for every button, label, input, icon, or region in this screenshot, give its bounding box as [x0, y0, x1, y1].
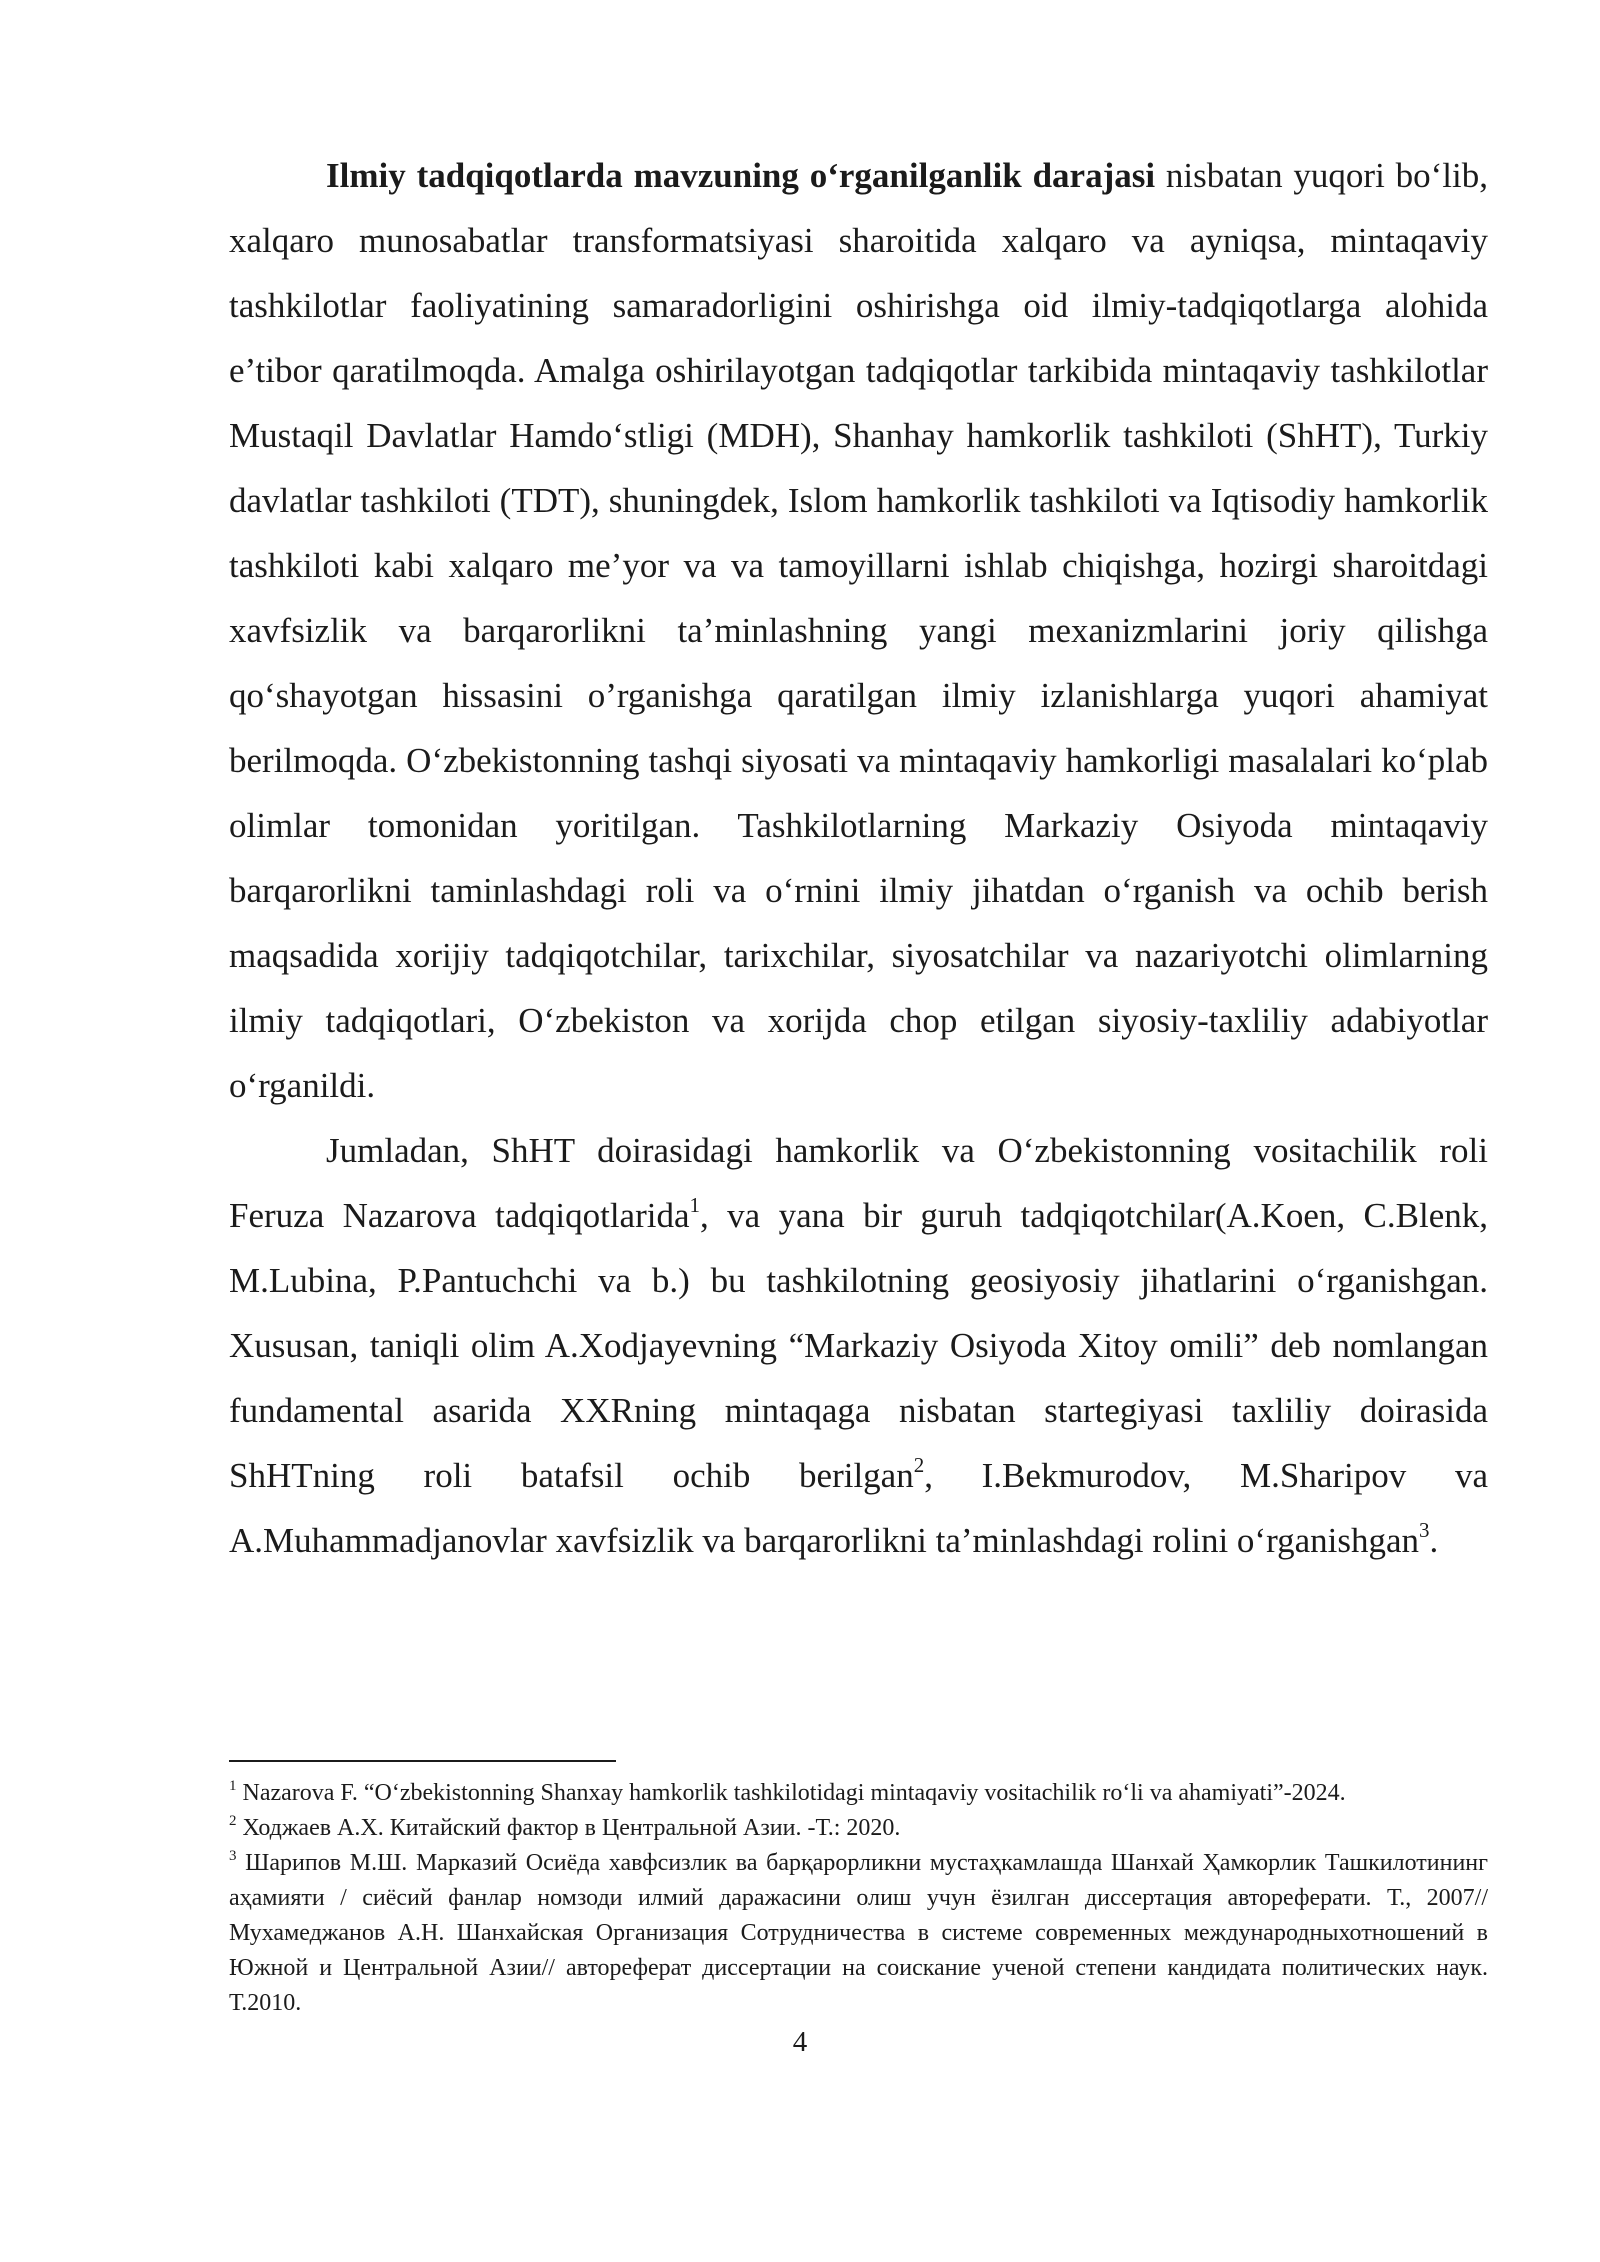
paragraph-1 — [229, 143, 1488, 1118]
footnote-ref-3[interactable]: 3 — [1419, 1518, 1430, 1543]
footnote-separator — [229, 1760, 616, 1762]
paragraph-2-text-part-3: , I.Bekmurodov, M.Sharipov va A.Muhammadjanovlar xavfsizlik va barqarorlikni ta’minlashdagi rolini o‘rganishgan — [229, 1456, 1488, 1560]
footnote-2-number: 2 — [229, 1813, 237, 1829]
footnote-ref-1[interactable]: 1 — [689, 1193, 701, 1218]
body-text — [229, 143, 1488, 1573]
paragraph-2-text-part-4: . — [1429, 1521, 1439, 1560]
footnote-3-number: 3 — [229, 1848, 237, 1864]
footnote-2-text: Ходжаев А.Х. Китайский фактор в Центральной Азии. -Т.: 2020. — [236, 1815, 901, 1841]
paragraph-2 — [229, 1118, 1488, 1573]
paragraph-2-text-part-1: Jumladan, ShHT doirasidagi hamkorlik va O‘zbekistonning vositachilik roli Feruza Nazarova tadqiqotlarida — [229, 1131, 1488, 1235]
footnotes — [229, 1776, 1488, 2021]
footnote-1-text: Nazarova F. “O‘zbekistonning Shanxay hamkorlik tashkilotidagi mintaqaviy vositachilik ro‘li va ahamiyati”-2024. — [236, 1780, 1346, 1806]
page-number: 4 — [792, 2026, 808, 2058]
footnote-1 — [229, 1776, 1488, 1811]
footnote-ref-2[interactable]: 2 — [913, 1453, 925, 1478]
footnote-1-number: 1 — [229, 1778, 237, 1794]
footnote-3 — [229, 1846, 1488, 2021]
paragraph-1-text: nisbatan yuqori bo‘lib, xalqaro munosabatlar transformatsiyasi sharoitida xalqaro va ayniqsa, mintaqaviy tashkilotlar faoliyatining samaradorligini oshirishga oid ilmiy-tadqiqotlarga alohida e’tibor qaratilmoqda. Amalga oshirilayotgan tadqiqotlar tarkibida mintaqaviy tashkilotlar Mustaqil Davlatlar Hamdo‘stligi (MDH), Shanhay hamkorlik tashkiloti (ShHT), Turkiy davlatlar tashkiloti (TDT), shuningdek, Islom hamkorlik tashkiloti va Iqtisodiy hamkorlik tashkiloti kabi xalqaro me’yor va va tamoyillarni ishlab chiqishga, hozirgi sharoitdagi xavfsizlik va barqarorlikni ta’minlashning yangi mexanizmlarini joriy qilishga qo‘shayotgan hissasini o’rganishga qaratilgan ilmiy izlanishlarga yuqori ahamiyat berilmoqda. O‘zbekistonning tashqi siyosati va mintaqaviy hamkorligi masalalari ko‘plab olimlar tomonidan yoritilgan. Tashkilotlarning Markaziy Osiyoda mintaqaviy barqarorlikni taminlashdagi roli va o‘rnini ilmiy jihatdan o‘rganish va ochib berish maqsadida xorijiy tadqiqotchilar, tarixchilar, siyosatchilar va nazariyotchi olimlarning ilmiy tadqiqotlari, O‘zbekiston va xorijda chop etilgan siyosiy-taxliliy adabiyotlar o‘rganildi. — [229, 156, 1489, 1105]
footnote-3-text: Шарипов М.Ш. Марказий Осиёда хавфсизлик ва барқарорликни мустаҳкамлашда Шанхай Ҳамкорлик Ташкилотининг аҳамияти / сиёсий фанлар номзоди илмий даражасини олиш учун ёзилган диссертация автореферати. Т., 2007//Мухамеджанов А.Н. Шанхайская Организация Сотрудничества в системе современных международныхотношений в Южной и Центральной Азии// автореферат диссертации на соискание ученой степени кандидата политических наук. Т.2010. — [229, 1850, 1488, 2016]
footnote-2 — [229, 1811, 1488, 1846]
paragraph-1-bold-lead: Ilmiy tadqiqotlarda mavzuning o‘rganilganlik darajasi — [326, 156, 1156, 195]
paragraph-2-text-part-2: , va yana bir guruh tadqiqotchilar(A.Koen, C.Blenk, M.Lubina, P.Pantuchchi va b.) bu tashkilotning geosiyosiy jihatlarini o‘rganishgan. Xususan, taniqli olim A.Xodjayevning “Markaziy Osiyoda Xitoy omili” deb nomlangan fundamental asarida XXRning mintaqaga nisbatan startegiyasi taxliliy doirasida ShHTning roli batafsil ochib berilgan — [229, 1196, 1488, 1495]
